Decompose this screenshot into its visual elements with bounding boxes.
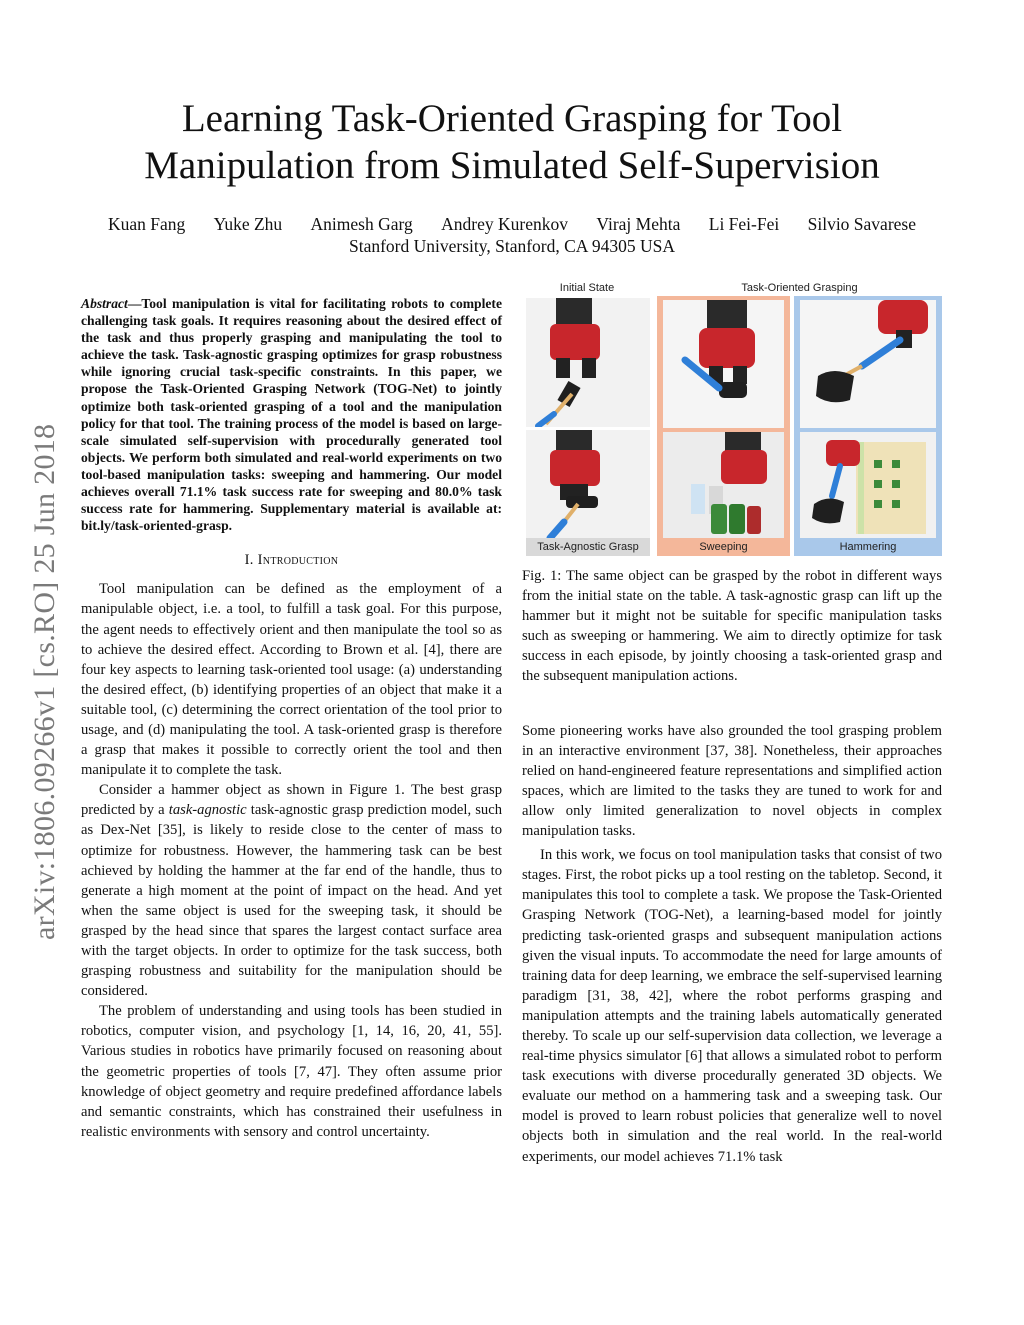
photo-sweeping-action [663,432,784,538]
title-line-2: Manipulation from Simulated Self-Supervision [144,144,880,187]
figure-1 [522,282,942,556]
abstract [81,295,502,534]
right-column [522,566,942,1167]
abstract-text: —Tool manipulation is vital for facilitating robots to complete challenging task goals. It requires reasoning about the desired effect of the task and thus properly grasping and manipulating the tool to achieve the task. Task-agnostic grasping optimizes for grasp robustness while ignoring crucial task-specific constraints. In this paper, we propose the Task-Oriented Grasping Network (TOG-Net) to jointly optimize both task-oriented grasping of a tool and the manipulation policy for that tool. The training process of the model is based on large-scale simulated self-supervision with procedurally generated tool objects. We perform both simulated and real-world experiments on two tool-based manipulation tasks: sweeping and hammering. Our model achieves overall 71.1% task success rate for sweeping and 80.0% task success rate for hammering. Supplementary material is available at: bit.ly/task-oriented-grasp. [81,296,502,534]
author: Kuan Fang [107,214,186,234]
section-heading [81,552,502,569]
strip-sweeping: Sweeping [699,541,748,553]
photo-sweeping-grasp [663,300,784,428]
author: Animesh Garg [310,214,413,234]
left-column [81,295,502,1142]
intro-paragraph-3: The problem of understanding and using tools has been studied in robotics, computer vision, and psychology [1, 14, 16, 20, 41, 55]. Various studies in robotics have primarily focused on reasoning about the geometric properties of tools [7, 47]. They often assume prior knowledge of object geometry and require predefined affordance labels and semantic constraints, which has constrained their usefulness in realistic environments with sensory and control uncertainty. [81,1003,502,1140]
author-names [0,213,1024,235]
author: Li Fei-Fei [708,214,780,234]
intro-paragraph-1: Tool manipulation can be defined as the employment of a manipulable object, i.e. a tool, to fulfill a task goal. For this purpose, the agent needs to effectively orient and then manipulate the tool so as to achieve the desired effect. According to Brown et al. [4], there are four key aspects to learning task-oriented tool usage: (a) understanding the desired effect, (b) identifying properties of an object that make it a suitable tool, (c) determining the correct orientation of the tool prior to usage, and (d) manipulating the tool. A task-oriented grasp is therefore a grasp that makes it possible to correctly orient the tool and then manipulate it to complete the task. [81,581,502,779]
photo-initial-state [526,298,650,427]
author: Viraj Mehta [596,214,681,234]
photo-hammering-grasp [800,300,936,428]
p2-emphasis: task-agnostic [168,802,247,819]
arxiv-stamp: arXiv:1806.09266v1 [cs.RO] 25 Jun 2018 [28,423,61,940]
photo-hammering-action [800,432,936,538]
figure-caption: Fig. 1: The same object can be grasped by the robot in different ways from the initial state on the table. A task-agnostic grasp can lift up the hammer but it might not be suitable for specific manipulation tasks such as sweeping or hammering. We aim to directly optimize for task success in each episode, by jointly choosing a task-oriented grasp and the subsequent manipulation actions. [522,568,942,685]
label-task-oriented: Task-Oriented Grasping [741,282,858,294]
p2-part-b: task-agnostic grasp prediction model, such as Dex-Net [35], is likely to reside close to the center of mass to optimize for robustness. However, the hammering task can be best achieved by holding the hammer at the far end of the handle, thus to generate a high moment at the point of impact on the head. And yet when the same object is used for the sweeping task, it should be grasped by the head since that spares the largest contact surface area with the target objects. In order to optimize for the task success, both grasping robustness and suitability for the manipulation should be considered. [81,802,502,1000]
strip-hammering: Hammering [839,541,897,553]
intro-paragraph-2 [81,780,502,1001]
author: Yuke Zhu [213,214,283,234]
section-numeral: I. [244,552,254,569]
abstract-lead: Abstract [81,296,128,311]
section-title: Introduction [257,552,339,569]
paper-title [0,95,1024,189]
right-paragraph-1: Some pioneering works have also grounded the tool grasping problem in an interactive environment [37, 38]. Nonetheless, their approaches relied on hand-engineered feature representations and simplified action spaces, which are limited to the tasks they are tuned to work for and allow only limited generalization to novel objects in complex manipulation tasks. [522,722,942,840]
author: Silvio Savarese [807,214,916,234]
photo-task-agnostic-grasp [526,430,650,540]
strip-task-agnostic: Task-Agnostic Grasp [526,538,650,556]
label-initial-state: Initial State [559,282,615,294]
right-paragraph-2: In this work, we focus on tool manipulation tasks that consist of two stages. First, the robot picks up a tool resting on the tabletop. Second, it manipulates this tool to complete a task. We propose the Task-Oriented Grasping Network (TOG-Net), a learning-based model for jointly predicting task-oriented grasps and subsequent manipulation actions given the visual inputs. To accommodate the need for large amounts of training data for deep learning, we embrace the self-supervised learning paradigm [31, 38, 42], where the robot performs grasping and manipulation attempts and the training labels automatically generated thereby. To scale up our self-supervision data collection, we leverage a real-time physics simulator [6] that allows a simulated robot to perform task executions with diverse procedurally generated 3D objects. We evaluate our method on a hammering task and a sweeping task. Our model is proved to learn robust policies that generalize well to novel objects both in simulation and the real world. In the real-world experiments, our model achieves 71.1% task [522,847,942,1165]
affiliation: Stanford University, Stanford, CA 94305 USA [348,236,675,256]
author-block [0,213,1024,257]
title-line-1: Learning Task-Oriented Grasping for Tool [181,97,843,140]
p2-part-a: Consider a hammer object as shown in Figure 1. The best grasp predicted by a [81,782,502,819]
author: Andrey Kurenkov [441,214,568,234]
